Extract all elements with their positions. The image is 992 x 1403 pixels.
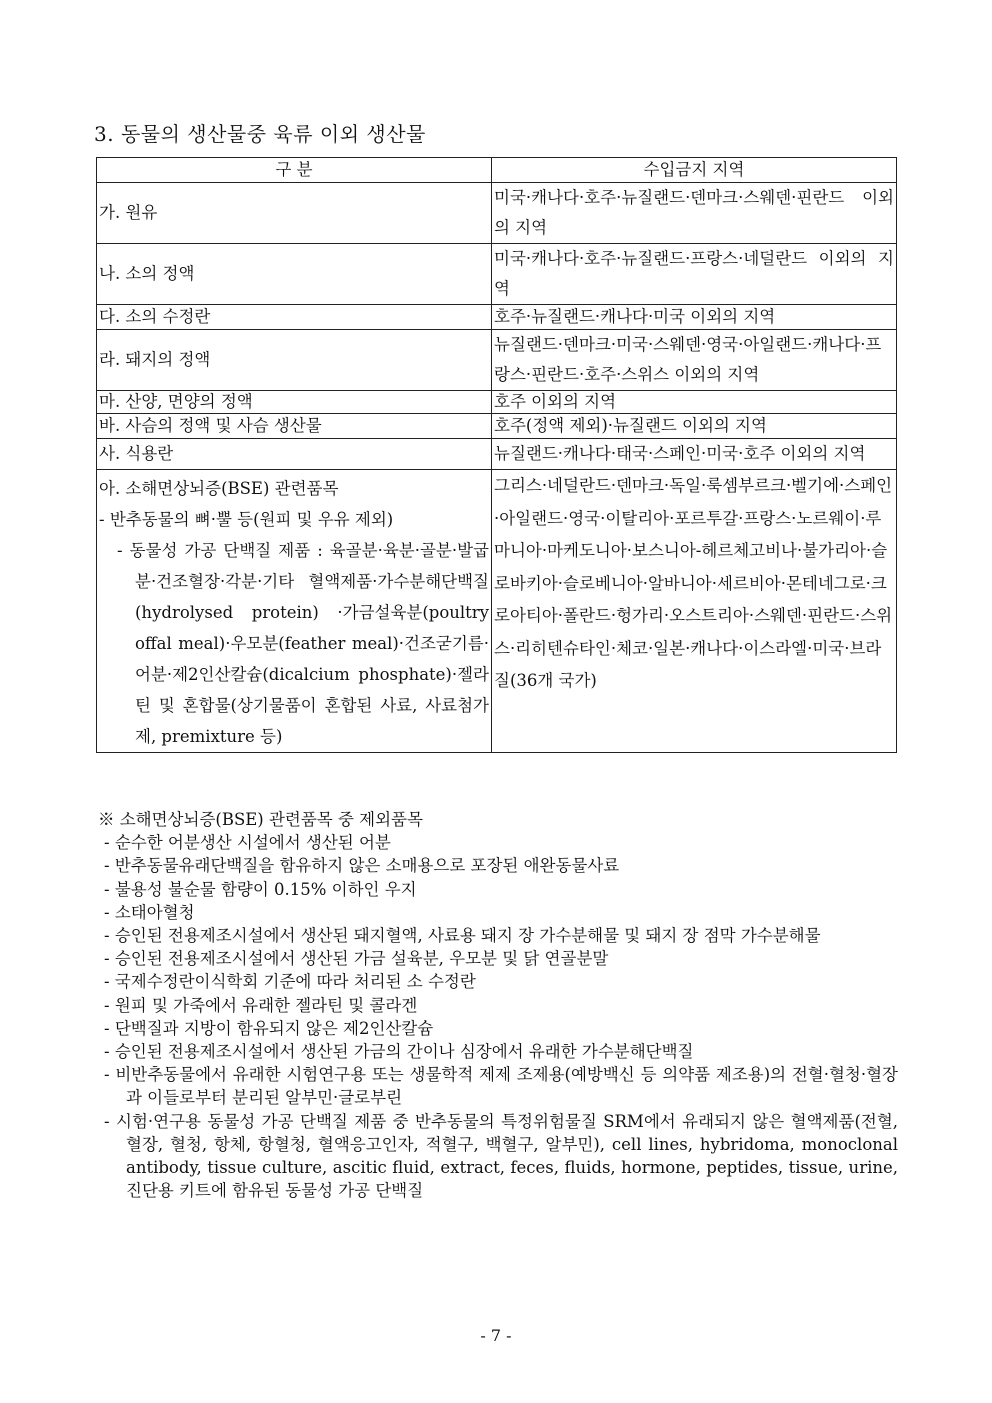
header-category: 구 분 — [97, 158, 492, 183]
row-region: 미국·캐나다·호주·뉴질랜드·덴마크·스웨덴·핀란드 이외의 지역 — [492, 183, 897, 244]
note-item: - 불용성 불순물 함량이 0.15% 이하인 우지 — [104, 879, 417, 899]
note-item: - 비반추동물에서 유래한 시험연구용 또는 생물학적 제제 조제용(예방백신 등 의약품 제조용)의 전혈·혈청·혈장과 이들로부터 분리된 알부민·글로부린 — [104, 1065, 898, 1108]
bse-item: - 반추동물의 뼈·뿔 등(원피 및 우유 제외) — [99, 510, 394, 529]
row-label: 다. 소의 수정란 — [97, 305, 492, 330]
bse-region: 그리스·네덜란드·덴마크·독일·룩셈부르크·벨기에·스페인·아일랜드·영국·이탈리아·포르투갈·프랑스·노르웨이·루마니아·마케도니아·보스니아-헤르체고비나·불가리아·슬로바키아·슬로베니아·알바니아·세르비아·몬테네그로·크로아티아·폴란드·헝가리·오스트리아·스웨덴·핀란드·스위스·리히텐슈타인·체코·일본·캐나다·이스라엘·미국·브라질(36개 국가) — [492, 470, 897, 753]
row-label: 나. 소의 정액 — [97, 244, 492, 305]
row-label: 라. 돼지의 정액 — [97, 330, 492, 391]
table-header-row — [97, 158, 897, 183]
note-item: - 시험·연구용 동물성 가공 단백질 제품 중 반추동물의 특정위험물질 SRM에서 유래되지 않은 혈액제품(전혈, 혈장, 혈청, 항체, 항혈청, 혈액응고인자, 적혈구, 백혈구, 알부민), cell lines, hybridoma, monoclonal antibody, tissue culture, ascitic fluid, extract, feces, fluids, hormone, peptides, tissue, urine, 진단용 키트에 함유된 동물성 가공 단백질 — [104, 1111, 898, 1201]
row-region: 호주(정액 제외)·뉴질랜드 이외의 지역 — [492, 414, 897, 439]
note-item: - 단백질과 지방이 함유되지 않은 제2인산칼슘 — [104, 1018, 434, 1038]
row-region: 뉴질랜드·덴마크·미국·스웨덴·영국·아일랜드·캐나다·프랑스·핀란드·호주·스위스 이외의 지역 — [492, 330, 897, 391]
note-item: - 반추동물유래단백질을 함유하지 않은 소매용으로 포장된 애완동물사료 — [104, 856, 620, 876]
bse-cell — [97, 470, 492, 753]
note-item: - 승인된 전용제조시설에서 생산된 가금의 간이나 심장에서 유래한 가수분해단백질 — [104, 1042, 694, 1062]
table-row — [97, 305, 897, 330]
notes-title: ※ 소해면상뇌증(BSE) 관련품목 중 제외품목 — [98, 810, 423, 829]
bse-item: - 동물성 가공 단백질 제품 : 육골분·육분·골분·발굽분·건조혈장·각분·기타 혈액제품·가수분해단백질(hydrolysed protein) ·가금설육분(poultry offal meal)·우모분(feather meal)·건조굳기름·어분·제2인산칼슘(dicalcium phosphate)·젤라틴 및 혼합물(상기물품이 혼합된 사료, 사료첨가제, premixture 등) — [117, 541, 489, 746]
exclusion-notes — [98, 808, 898, 1202]
row-region: 뉴질랜드·캐나다·태국·스페인·미국·호주 이외의 지역 — [492, 439, 897, 470]
table-row — [97, 414, 897, 439]
note-item: - 승인된 전용제조시설에서 생산된 돼지혈액, 사료용 돼지 장 가수분해물 및 돼지 장 점막 가수분해물 — [104, 926, 821, 946]
row-region: 미국·캐나다·호주·뉴질랜드·프랑스·네덜란드 이외의 지역 — [492, 244, 897, 305]
row-label: 가. 원유 — [97, 183, 492, 244]
row-region: 호주 이외의 지역 — [492, 391, 897, 414]
row-label: 사. 식용란 — [97, 439, 492, 470]
table-row — [97, 244, 897, 305]
header-region: 수입금지 지역 — [492, 158, 897, 183]
table-row — [97, 183, 897, 244]
section-heading: 3. 동물의 생산물중 육류 이외 생산물 — [94, 122, 426, 146]
table-row — [97, 330, 897, 391]
page-number: - 7 - — [480, 1326, 512, 1345]
row-label: 마. 산양, 면양의 정액 — [97, 391, 492, 414]
note-item: - 순수한 어분생산 시설에서 생산된 어분 — [104, 833, 391, 853]
table-row — [97, 391, 897, 414]
note-item: - 원피 및 가죽에서 유래한 젤라틴 및 콜라겐 — [104, 995, 418, 1015]
note-item: - 소태아혈청 — [104, 902, 195, 922]
row-region: 호주·뉴질랜드·캐나다·미국 이외의 지역 — [492, 305, 897, 330]
table-row — [97, 439, 897, 470]
bse-title: 아. 소해면상뇌증(BSE) 관련품목 — [99, 479, 339, 498]
note-item: - 국제수정란이식학회 기준에 따라 처리된 소 수정란 — [104, 972, 476, 992]
table-row-bse — [97, 470, 897, 753]
row-label: 바. 사슴의 정액 및 사슴 생산물 — [97, 414, 492, 439]
note-item: - 승인된 전용제조시설에서 생산된 가금 설육분, 우모분 및 닭 연골분말 — [104, 949, 609, 969]
import-ban-table — [96, 157, 897, 753]
